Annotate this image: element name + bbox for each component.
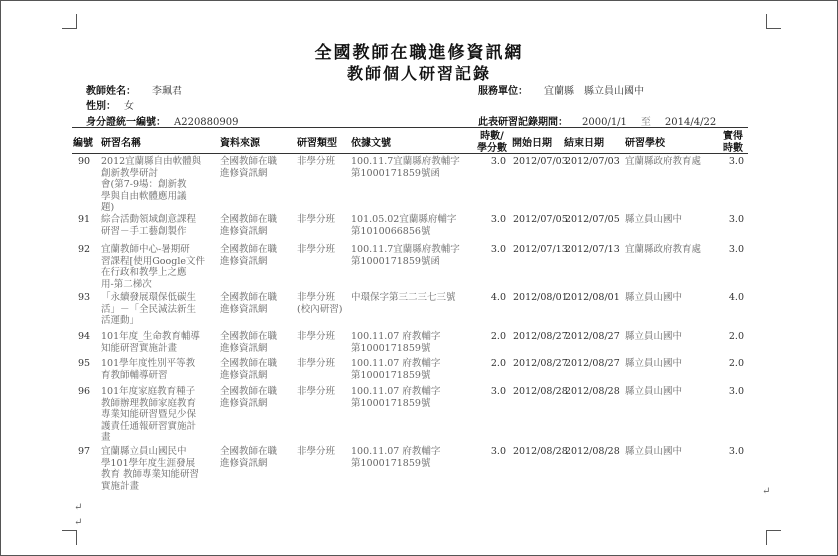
row-90-no-cell: 90 [78, 156, 91, 167]
page-title: 全國教師在職進修資訊網 [314, 43, 524, 63]
row-95-type-cell [297, 358, 349, 370]
teacher-name: 李珮君 [152, 86, 182, 97]
row-93-source-line: 進修資訊網 [220, 303, 268, 315]
service-unit-row [478, 82, 644, 97]
gender-value: 女 [124, 101, 134, 112]
row-97-doc-line: 第1000171859號 [351, 457, 431, 469]
row-90-source-line: 進修資訊網 [220, 167, 268, 179]
row-95-source-line: 全國教師在職 [220, 358, 278, 369]
crop-mark-bottom-left [62, 530, 77, 545]
row-92-name-cell [101, 244, 219, 290]
col-header-type: 研習類型 [297, 138, 337, 149]
row-97-doc-line: 100.11.07 府教輔字 [351, 446, 441, 457]
row-96-source-cell [220, 386, 294, 409]
row-92-doc-line: 第1000171859號函 [351, 255, 440, 267]
row-96-doc-line: 100.11.07 府教輔字 [351, 386, 441, 397]
row-97-hours-cell: 3.0 [490, 446, 506, 457]
row-93-source-line: 全國教師在職 [220, 292, 278, 303]
crop-mark-bottom-right [766, 530, 781, 545]
row-90-name-line: 2012宜蘭縣自由軟體與 [101, 156, 202, 167]
row-95-source-cell [220, 358, 294, 381]
row-90-name-cell [101, 156, 219, 214]
row-94-start-cell: 2012/08/27 [513, 331, 568, 342]
row-92-type-line: 非學分班 [297, 244, 336, 255]
row-96-name-line: 教師辦理教師家庭教育 [101, 397, 197, 409]
return-mark-1: ↵ [762, 486, 771, 497]
row-96-name-line: 畫 [101, 432, 111, 443]
row-91-doc-line: 101.05.02宜蘭縣府輔字 [351, 214, 457, 225]
row-91-source-line: 進修資訊網 [220, 225, 268, 237]
gender-row [86, 97, 134, 112]
col-header-start: 開始日期 [512, 138, 552, 149]
row-92-hours-cell: 3.0 [490, 244, 506, 255]
row-93-end-cell: 2012/08/01 [565, 292, 620, 303]
row-94-no-cell: 94 [78, 331, 91, 342]
row-92-source-line: 進修資訊網 [220, 255, 268, 267]
row-90-name-line: 學與自由軟體應用議 [101, 190, 187, 202]
row-96-type-line: 非學分班 [297, 386, 336, 397]
row-91-source-line: 全國教師在職 [220, 214, 278, 225]
row-90-doc-line: 100.11.7宜蘭縣府教輔字 [351, 156, 460, 167]
row-97-type-cell [297, 446, 349, 458]
row-93-source-cell [220, 292, 294, 315]
row-95-name-line: 101學年度性別平等教 [101, 358, 196, 369]
row-93-no-cell: 93 [78, 292, 91, 303]
row-90-hours-cell: 3.0 [490, 156, 506, 167]
row-94-got-cell: 2.0 [728, 331, 744, 342]
crop-mark-top-left [62, 14, 77, 29]
row-97-type-line: 非學分班 [297, 446, 336, 457]
row-97-school-cell: 縣立員山國中 [625, 446, 683, 457]
row-97-end-cell: 2012/08/28 [565, 446, 620, 457]
row-96-source-line: 全國教師在職 [220, 386, 278, 397]
period-row [478, 113, 716, 128]
row-97-source-cell [220, 446, 294, 469]
row-94-source-line: 進修資訊網 [220, 342, 268, 354]
row-92-source-line: 全國教師在職 [220, 244, 278, 255]
col-header-end: 結束日期 [564, 138, 604, 149]
row-93-name-line: 「永續發展環保低碳生 [101, 292, 197, 303]
row-97-name-line: 宜蘭縣立員山國民中 [101, 446, 187, 457]
row-91-end-cell: 2012/07/05 [565, 214, 620, 225]
row-94-end-cell: 2012/08/27 [565, 331, 620, 342]
service-unit-county: 宜蘭縣 [544, 86, 574, 97]
row-93-name-line: 活」－「全民減法新生 [101, 303, 197, 315]
col-header-doc: 依據文號 [351, 138, 391, 149]
col-header-no: 編號 [73, 138, 93, 149]
row-95-name-line: 育教師輔導研習 [101, 369, 168, 381]
row-96-got-cell: 3.0 [728, 386, 744, 397]
row-91-school-cell: 縣立員山國中 [625, 214, 683, 225]
row-95-school-cell: 縣立員山國中 [625, 358, 683, 369]
period-start: 2000/1/1 [582, 117, 627, 128]
row-94-source-cell [220, 331, 294, 354]
row-96-name-line: 護責任通報研習實施計 [101, 420, 197, 432]
row-95-type-line: 非學分班 [297, 358, 336, 369]
row-93-start-cell: 2012/08/01 [513, 292, 568, 303]
row-96-end-cell: 2012/08/28 [565, 386, 620, 397]
row-96-school-cell: 縣立員山國中 [625, 386, 683, 397]
row-91-no-cell: 91 [78, 214, 91, 225]
row-93-school-cell: 縣立員山國中 [625, 292, 683, 303]
row-95-doc-cell [351, 358, 475, 381]
row-90-name-line: 會(第7-9場：創新教 [101, 179, 187, 190]
row-92-type-cell [297, 244, 349, 256]
row-94-doc-cell [351, 331, 475, 354]
row-96-doc-cell [351, 386, 475, 409]
row-92-no-cell: 92 [78, 244, 91, 255]
row-90-end-cell: 2012/07/03 [565, 156, 620, 167]
row-90-source-cell [220, 156, 294, 179]
row-93-type-line: 非學分班 [297, 292, 336, 303]
row-92-school-cell: 宜蘭縣政府教育處 [625, 244, 702, 255]
crop-mark-top-right [766, 14, 781, 29]
row-92-doc-line: 100.11.7宜蘭縣府教輔字 [351, 244, 460, 255]
row-96-source-line: 進修資訊網 [220, 397, 268, 409]
row-94-name-cell [101, 331, 219, 354]
row-97-start-cell: 2012/08/28 [513, 446, 568, 457]
row-92-name-line: 宜蘭教師中心-暑期研 [101, 244, 190, 255]
row-92-start-cell: 2012/07/13 [513, 244, 568, 255]
service-unit-school: 縣立員山國中 [584, 86, 644, 97]
row-97-doc-cell [351, 446, 475, 469]
row-90-type-line: 非學分班 [297, 156, 336, 167]
row-94-type-line: 非學分班 [297, 331, 336, 342]
row-96-start-cell: 2012/08/28 [513, 386, 568, 397]
period-label: 此表研習記錄期間： [478, 117, 568, 128]
col-header-name: 研習名稱 [101, 138, 141, 149]
row-91-doc-cell [351, 214, 475, 237]
row-91-name-line: 綜合活動領域創意課程 [101, 214, 197, 225]
row-94-name-line: 知能研習實施計畫 [101, 342, 178, 354]
row-90-source-line: 全國教師在職 [220, 156, 278, 167]
row-95-hours-cell: 2.0 [490, 358, 506, 369]
col-header-hours-line2: 學分數 [477, 143, 507, 154]
page-subtitle: 教師個人研習記錄 [346, 64, 491, 83]
id-value: A220880909 [174, 117, 239, 128]
id-label: 身分證統一編號： [86, 117, 166, 128]
gender-label: 性別： [86, 101, 116, 112]
row-97-source-line: 進修資訊網 [220, 457, 268, 469]
row-95-got-cell: 2.0 [728, 358, 744, 369]
row-93-name-line: 活運動」 [101, 315, 140, 326]
col-header-source: 資料來源 [220, 138, 260, 149]
period-sep: 至 [640, 117, 651, 128]
row-92-got-cell: 3.0 [728, 244, 744, 255]
row-91-type-line: 非學分班 [297, 214, 336, 225]
row-97-no-cell: 97 [78, 446, 91, 457]
row-90-school-cell: 宜蘭縣政府教育處 [625, 156, 702, 167]
row-93-got-cell: 4.0 [728, 292, 744, 303]
row-92-name-line: 習課程[使用Google文件 [101, 255, 205, 267]
col-header-hours [474, 131, 510, 155]
row-91-got-cell: 3.0 [728, 214, 744, 225]
teacher-name-label: 教師姓名： [86, 86, 136, 97]
row-90-name-line: 題) [101, 202, 115, 213]
row-94-hours-cell: 2.0 [490, 331, 506, 342]
col-header-school: 研習學校 [625, 138, 665, 149]
row-96-no-cell: 96 [78, 386, 91, 397]
row-92-name-line: 在行政和教學上之應 [101, 267, 187, 278]
row-91-doc-line: 第1010066856號 [351, 225, 431, 237]
row-96-name-cell [101, 386, 219, 444]
row-91-name-line: 研習－手工藝創製作 [101, 225, 187, 237]
row-97-got-cell: 3.0 [728, 446, 744, 457]
row-92-doc-cell [351, 244, 475, 267]
id-row [86, 113, 238, 128]
row-91-type-cell [297, 214, 349, 226]
row-90-doc-cell [351, 156, 475, 179]
row-92-end-cell: 2012/07/13 [565, 244, 620, 255]
row-97-source-line: 全國教師在職 [220, 446, 278, 457]
row-97-name-line: 實施計畫 [101, 480, 140, 492]
return-mark-2: ↵ [74, 502, 83, 513]
row-96-name-line: 專業知能研習暨兒少保 [101, 409, 197, 420]
teacher-name-row [86, 82, 182, 97]
table-header-rule [72, 153, 748, 154]
row-91-name-cell [101, 214, 219, 237]
row-94-doc-line: 100.11.07 府教輔字 [351, 331, 441, 342]
row-95-doc-line: 100.11.07 府教輔字 [351, 358, 441, 369]
row-94-school-cell: 縣立員山國中 [625, 331, 683, 342]
row-90-got-cell: 3.0 [728, 156, 744, 167]
row-92-name-line: 用-第二梯次 [101, 278, 152, 290]
row-90-type-cell [297, 156, 349, 168]
row-94-type-cell [297, 331, 349, 343]
row-92-source-cell [220, 244, 294, 267]
row-95-name-cell [101, 358, 219, 381]
row-95-doc-line: 第1000171859號 [351, 369, 431, 381]
row-96-type-cell [297, 386, 349, 398]
row-93-hours-cell: 4.0 [490, 292, 506, 303]
row-97-name-line: 教育 教師專業知能研習 [101, 469, 200, 480]
return-mark-3: ↵ [74, 517, 83, 528]
period-end: 2014/4/22 [664, 117, 717, 128]
row-94-name-line: 101年度_生命教育輔導 [101, 331, 200, 342]
row-94-doc-line: 第1000171859號 [351, 342, 431, 354]
row-91-start-cell: 2012/07/05 [513, 214, 568, 225]
row-94-source-line: 全國教師在職 [220, 331, 278, 342]
row-95-no-cell: 95 [78, 358, 91, 369]
row-95-start-cell: 2012/08/27 [513, 358, 568, 369]
col-header-got [718, 131, 748, 155]
row-93-type-cell [297, 292, 349, 315]
service-unit-label: 服務單位： [478, 86, 528, 97]
row-93-type-line: (校內研習) [297, 303, 343, 315]
row-97-name-line: 學101學年度生涯發展 [101, 457, 196, 469]
row-95-source-line: 進修資訊網 [220, 369, 268, 381]
row-90-doc-line: 第1000171859號函 [351, 167, 440, 179]
row-90-start-cell: 2012/07/03 [513, 156, 568, 167]
row-90-name-line: 創新教學研討 [101, 167, 159, 179]
row-96-name-line: 101年度家庭教育種子 [101, 386, 196, 397]
row-95-end-cell: 2012/08/27 [565, 358, 620, 369]
col-header-got-line2: 時數 [723, 143, 743, 154]
col-header-hours-line1: 時數/ [480, 131, 504, 142]
row-91-hours-cell: 3.0 [490, 214, 506, 225]
row-93-name-cell [101, 292, 219, 327]
row-96-doc-line: 第1000171859號 [351, 397, 431, 409]
table-top-rule [72, 127, 748, 128]
row-97-name-cell [101, 446, 219, 492]
col-header-got-line1: 實得 [723, 131, 743, 142]
row-93-doc-cell [351, 292, 475, 304]
row-96-hours-cell: 3.0 [490, 386, 506, 397]
row-91-source-cell [220, 214, 294, 237]
row-93-doc-line: 中環保字第三二三七三號 [351, 292, 456, 303]
